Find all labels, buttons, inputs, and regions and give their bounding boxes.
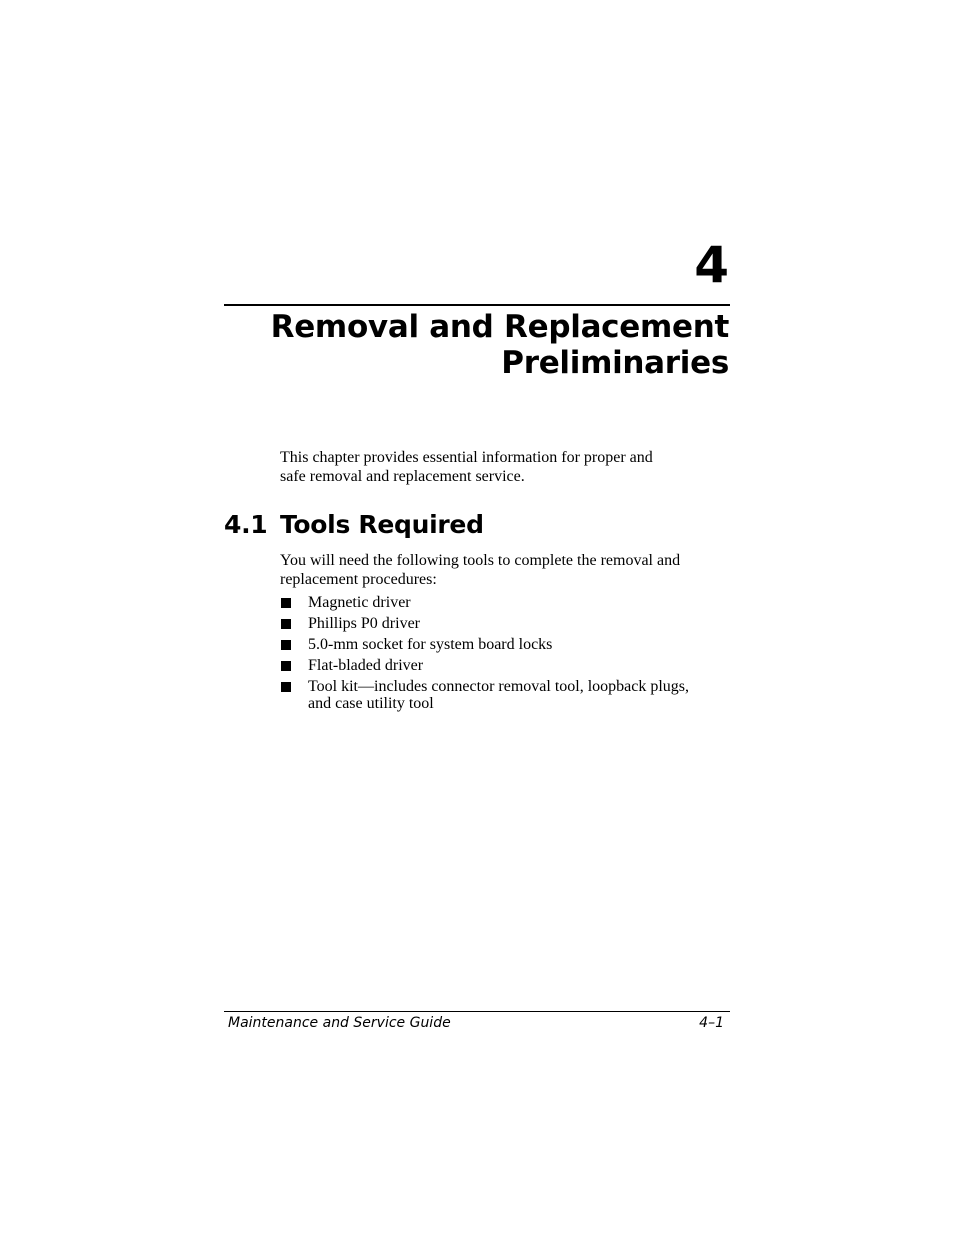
footer-page-number: 4–1: [699, 1015, 724, 1031]
list-item: [280, 636, 730, 653]
list-item-text: Phillips P0 driver: [308, 615, 421, 632]
footer-rule: [224, 1011, 730, 1012]
chapter-rule: [224, 304, 730, 306]
section-intro-line: You will need the following tools to complete the removal and: [280, 552, 681, 569]
list-item-text: Tool kit—includes connector removal tool, loopback plugs,: [308, 678, 690, 695]
intro-line: safe removal and replacement service.: [280, 468, 525, 485]
section-number: 4.1: [224, 510, 268, 539]
list-item-text: Magnetic driver: [308, 594, 411, 611]
list-item: [280, 615, 730, 632]
chapter-number: 4: [694, 236, 729, 294]
list-item-text: 5.0-mm socket for system board locks: [308, 636, 553, 653]
square-bullet-icon: [281, 598, 291, 608]
chapter-title-line: Removal and Replacement: [270, 309, 729, 345]
section-heading: [224, 509, 484, 541]
intro-paragraph: [280, 448, 730, 486]
list-item: [280, 657, 730, 674]
list-item: [280, 678, 730, 712]
square-bullet-icon: [281, 640, 291, 650]
footer-guide-title: Maintenance and Service Guide: [228, 1015, 451, 1031]
square-bullet-icon: [281, 661, 291, 671]
chapter-title: [223, 309, 729, 381]
tool-list: [280, 594, 730, 716]
list-item: [280, 594, 730, 611]
section-intro-line: replacement procedures:: [280, 571, 437, 588]
section-title: Tools Required: [280, 510, 484, 539]
list-item-text: Flat-bladed driver: [308, 657, 424, 674]
chapter-title-line: Preliminaries: [501, 345, 729, 381]
square-bullet-icon: [281, 619, 291, 629]
intro-line: This chapter provides essential information for proper and: [280, 449, 653, 466]
square-bullet-icon: [281, 682, 291, 692]
section-intro: [280, 551, 730, 589]
list-item-text: and case utility tool: [308, 695, 434, 712]
